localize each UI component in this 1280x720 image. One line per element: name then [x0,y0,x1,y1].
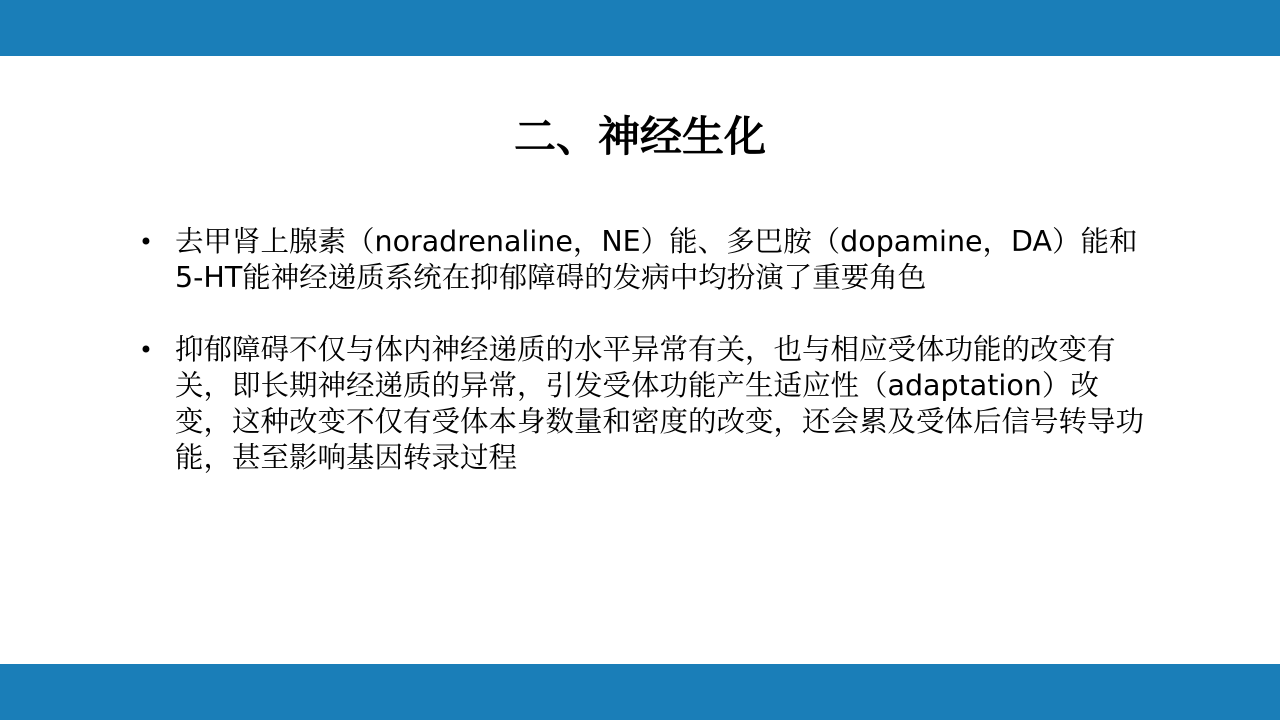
bullet-dot-icon: • [138,228,154,256]
bullet-dot-icon: • [138,336,154,364]
bottom-banner [0,664,1280,720]
bullet-text: 去甲肾上腺素（noradrenaline，NE）能、多巴胺（dopamine，DA）能和5-HT能神经递质系统在抑郁障碍的发病中均扮演了重要角色 [175,225,1138,294]
bullet-item-1 [136,224,1146,296]
bullet-list [136,224,1146,476]
slide-title: 二、神经生化 [513,112,766,161]
bullet-item-2 [136,332,1146,476]
bullet-text: 抑郁障碍不仅与体内神经递质的水平异常有关，也与相应受体功能的改变有关，即长期神经递质的异常，引发受体功能产生适应性（adaptation）改变，这种改变不仅有受体本身数量和密度的改变，还会累及受体后信号转导功能，甚至影响基因转录过程 [175,333,1145,474]
top-banner [0,0,1280,56]
